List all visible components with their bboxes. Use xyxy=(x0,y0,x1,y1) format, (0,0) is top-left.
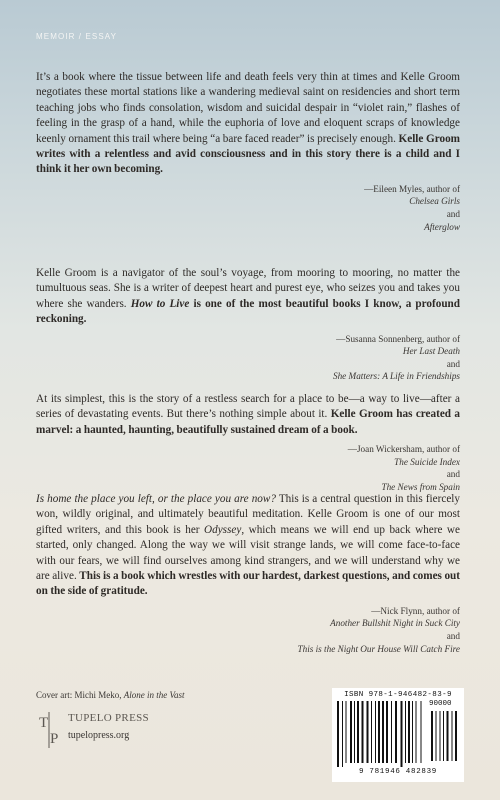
attribution-line xyxy=(36,605,460,630)
attribution-text: —Joan Wickersham, author of xyxy=(347,444,460,455)
barcode-bar xyxy=(391,701,392,763)
attribution-line xyxy=(36,630,460,655)
barcode-bar xyxy=(378,701,380,763)
quote-segment: At its simplest, this is the story of a restless search for a place to be—a way to live—after a series of devastating events. But there’s nothing simple about it. xyxy=(36,393,460,421)
ean-digits: 9 781946 482839 xyxy=(358,768,437,776)
publisher-block xyxy=(36,710,296,754)
barcode-bar xyxy=(362,701,364,763)
quote-segment: Odyssey xyxy=(204,523,242,536)
blurb-quote xyxy=(36,70,460,178)
barcode-bar xyxy=(350,701,352,763)
barcode-bar xyxy=(443,711,444,761)
barcode-bar xyxy=(431,711,433,761)
attribution-line xyxy=(36,333,460,358)
book-title: Afterglow xyxy=(424,221,460,232)
barcode-bar xyxy=(382,701,384,763)
blurb-attribution xyxy=(36,183,460,233)
quote-segment: How to Live xyxy=(130,297,190,310)
book-title: Her Last Death xyxy=(402,346,460,357)
barcode-bar xyxy=(440,711,441,761)
svg-text:T: T xyxy=(39,715,49,731)
attribution-line xyxy=(36,358,460,383)
quote-segment: This is a central question in this fiercely won, wildly original, and ultimately beautiful meditation. Kelle Groom is one of our most gifted writers, and this book is her xyxy=(36,493,460,536)
blurb-nick-flynn xyxy=(36,492,460,655)
barcode-bar xyxy=(386,701,388,763)
cover-art-credit-prefix: Cover art: Michi Meko, xyxy=(36,690,124,700)
quote-segment: is one of the most beautiful books I know, a profound reckoning. xyxy=(36,297,460,326)
blurb-joan-wickersham xyxy=(36,392,460,494)
barcode-bar xyxy=(408,701,410,763)
barcode-bar xyxy=(342,701,343,767)
quote-segment: Kelle Groom writes with a relentless and avid consciousness and in this story there is a child and I think it her own becoming. xyxy=(36,132,460,176)
attribution-text: and xyxy=(446,209,460,220)
category-label: MEMOIR / ESSAY xyxy=(36,32,118,41)
quote-segment: It’s a book where the tissue between life and death feels very thin at times and Kelle Groom negotiates these mortal stations like a wandering medieval saint on residencies and short term teaching jobs who finds consolation, wisdom and suicidal despair in “violet rain,” flashes of feeling in the grasp of a hand, while the euphoria of love and eloquent scraps of knowledge keenly ornament this trail where being “a bare faced reader” is precisely enough. xyxy=(36,71,460,145)
barcode-bar xyxy=(346,701,347,763)
book-title: Another Bullshit Night in Suck City xyxy=(330,618,460,629)
price-code: 90000 xyxy=(429,700,452,708)
attribution-text: and xyxy=(446,469,460,480)
barcode-bar xyxy=(354,701,355,763)
quote-segment: Kelle Groom is a navigator of the soul’s voyage, from mooring to mooring, no matter the tumultuous seas. She is a writer of deepest heart and purest eye, who seizes you and takes you where she wanders. xyxy=(36,267,460,310)
barcode-bar xyxy=(416,701,417,763)
attribution-text: —Susanna Sonnenberg, author of xyxy=(336,333,460,344)
tupelo-press-logo-icon xyxy=(36,710,62,750)
barcode-bar xyxy=(412,701,413,763)
blurb-quote xyxy=(36,392,460,438)
quote-segment: Kelle Groom has created a marvel: a haunted, haunting, beautifully sustained dream of a book. xyxy=(36,408,460,436)
cover-art-title: Alone in the Vast xyxy=(123,690,185,700)
blurb-quote xyxy=(36,492,460,600)
blurb-eileen-myles xyxy=(36,70,460,233)
barcode-bar xyxy=(447,711,449,761)
barcode-bar xyxy=(436,711,437,761)
blurb-susanna-sonnenberg xyxy=(36,266,460,383)
publisher-name: TUPELO PRESS xyxy=(68,712,149,724)
blurb-attribution xyxy=(36,605,460,655)
price-barcode-bars xyxy=(430,711,460,761)
barcode-bar xyxy=(357,701,359,763)
book-title: Chelsea Girls xyxy=(409,196,460,207)
barcode-bar xyxy=(452,711,453,761)
barcode-bar xyxy=(395,701,397,763)
barcode-bar xyxy=(367,701,369,763)
attribution-line xyxy=(36,443,460,493)
book-title: This is the Night Our House Will Catch Fire xyxy=(297,643,460,654)
barcode-bar xyxy=(421,701,422,763)
attribution-text: and xyxy=(446,631,460,642)
barcode-bar xyxy=(371,701,372,763)
barcode-bar xyxy=(455,711,457,761)
publisher-url: tupelopress.org xyxy=(68,730,130,741)
quote-segment: This is a book which wrestles with our hardest, darkest questions, and comes out on the side of gratitude. xyxy=(36,570,460,598)
attribution-text: and xyxy=(446,358,460,369)
attribution-line xyxy=(36,183,460,233)
book-title: The Suicide Index xyxy=(394,456,460,467)
book-title: She Matters: A Life in Friendships xyxy=(332,371,460,382)
blurb-attribution xyxy=(36,333,460,383)
barcode-bars xyxy=(336,701,426,767)
publisher-footer xyxy=(36,690,296,754)
quote-segment: , which means we will end up back where we started, only changed. Along the way we will visit strange lands, we will come face-to-face with our fears, we will find ourselves among kind strangers, and we will understand why we are alive. xyxy=(36,523,460,583)
attribution-text: —Eileen Myles, author of xyxy=(364,183,460,194)
barcode-bar xyxy=(337,701,339,767)
barcode-bar xyxy=(405,701,406,763)
svg-text:P: P xyxy=(50,731,59,747)
quote-segment: Is home the place you left, or the place you are now? xyxy=(36,493,276,505)
barcode-bar xyxy=(401,701,403,767)
barcode-bar xyxy=(375,701,376,763)
isbn-barcode xyxy=(332,688,464,782)
attribution-text: —Nick Flynn, author of xyxy=(371,605,460,616)
book-title: The News from Spain xyxy=(381,482,460,492)
isbn-label: ISBN 978-1-946482-83-9 xyxy=(344,691,452,699)
blurb-attribution xyxy=(36,443,460,493)
blurb-quote xyxy=(36,266,460,328)
cover-art-credit xyxy=(36,690,296,700)
